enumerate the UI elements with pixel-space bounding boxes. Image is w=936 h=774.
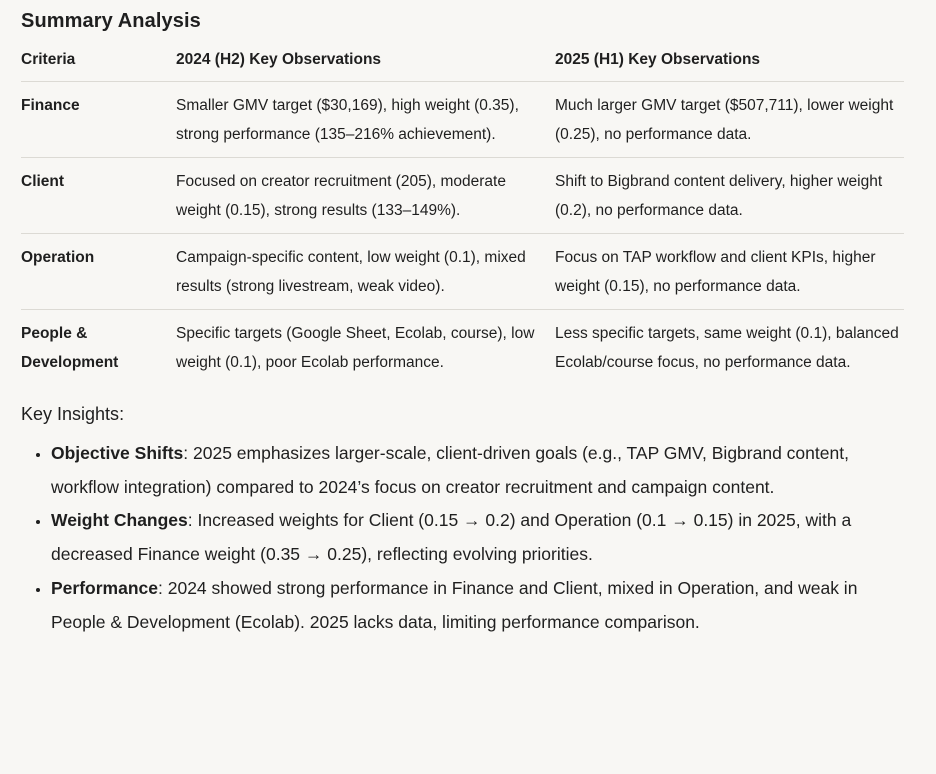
criteria-cell: Client bbox=[21, 158, 176, 234]
criteria-cell: Operation bbox=[21, 234, 176, 310]
insight-text: : Increased weights for Client (0.15 → 0.2) and Operation (0.1 → 0.15) in 2025, with a decreased Finance weight (0.35 → 0.25), reflecting evolving priorities. bbox=[51, 510, 852, 565]
list-item bbox=[51, 572, 901, 639]
criteria-cell: People & Development bbox=[21, 325, 119, 371]
table-row bbox=[21, 234, 904, 310]
observation-2024-cell: Smaller GMV target ($30,169), high weight (0.35), strong performance (135–216% achievement). bbox=[176, 82, 555, 158]
insight-label: Weight Changes bbox=[51, 510, 188, 531]
header-criteria: Criteria bbox=[21, 49, 176, 82]
table-row bbox=[21, 158, 904, 234]
observation-2025-cell: Less specific targets, same weight (0.1), balanced Ecolab/course focus, no performance data. bbox=[555, 325, 899, 371]
header-2025: 2025 (H1) Key Observations bbox=[555, 49, 904, 82]
table-header-row bbox=[21, 49, 904, 82]
observation-2025-cell: Shift to Bigbrand content delivery, higher weight (0.2), no performance data. bbox=[555, 158, 904, 234]
list-item bbox=[51, 504, 901, 571]
insights-heading-colon: : bbox=[119, 404, 125, 424]
observation-2025-cell: Much larger GMV target ($507,711), lower weight (0.25), no performance data. bbox=[555, 82, 904, 158]
criteria-cell: Finance bbox=[21, 82, 176, 158]
summary-table bbox=[21, 49, 904, 385]
section-title: Summary Analysis bbox=[21, 10, 201, 32]
insight-label: Performance bbox=[51, 577, 158, 598]
insight-text: : 2024 showed strong performance in Finance and Client, mixed in Operation, and weak in People & Development (Ecolab). 2025 lacks data, limiting performance comparison. bbox=[51, 577, 858, 632]
observation-2024-cell: Focused on creator recruitment (205), moderate weight (0.15), strong results (133–149%). bbox=[176, 158, 555, 234]
insight-label: Objective Shifts bbox=[51, 443, 184, 463]
table-row bbox=[21, 82, 904, 158]
insights-heading bbox=[21, 401, 904, 427]
insights-heading-label: Key Insights bbox=[21, 404, 120, 424]
insights-list bbox=[21, 437, 901, 639]
observation-2024-cell: Campaign-specific content, low weight (0.1), mixed results (strong livestream, weak video). bbox=[176, 234, 555, 310]
table-row bbox=[21, 310, 904, 386]
list-item bbox=[51, 437, 901, 504]
insight-text: : 2025 emphasizes larger-scale, client-driven goals (e.g., TAP GMV, Bigbrand content, workflow integration) compared to 2024’s focus on creator recruitment and campaign content. bbox=[51, 443, 849, 497]
observation-2025-cell: Focus on TAP workflow and client KPIs, higher weight (0.15), no performance data. bbox=[555, 234, 904, 310]
header-2024: 2024 (H2) Key Observations bbox=[176, 49, 555, 82]
observation-2024-cell: Specific targets (Google Sheet, Ecolab, course), low weight (0.1), poor Ecolab performance. bbox=[176, 325, 535, 371]
